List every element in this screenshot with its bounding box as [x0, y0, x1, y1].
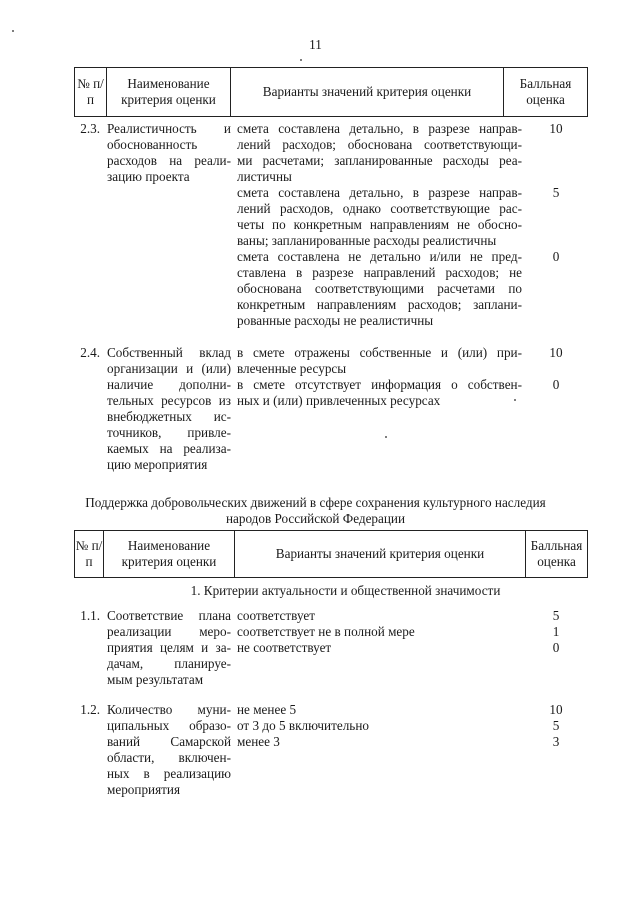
criterion-name: внебюджетных ис- — [107, 409, 231, 424]
header-score: Балльная оценка — [530, 538, 583, 569]
page-number: 11 — [309, 37, 322, 52]
variant-text: лений расходов; обоснована соответствующи- — [237, 137, 522, 152]
criterion-name: зацию проекта — [107, 169, 190, 184]
criterion-name: Собственный вклад — [107, 345, 231, 360]
variant-text: конкретным направлениям расходов; заплани- — [237, 297, 522, 312]
header-score: Балльная оценка — [519, 76, 572, 107]
header-variants: Варианты значений критерия оценки — [235, 531, 526, 577]
variant-text: ставлена в разрезе направлений расходов; не — [237, 265, 522, 280]
variant-text: соответствует — [237, 608, 315, 623]
score-value: 3 — [552, 734, 560, 749]
row-number: 2.4. — [80, 345, 100, 360]
row-number: 1.1. — [80, 608, 100, 623]
scan-speck — [300, 59, 302, 61]
criterion-name: каемых на реализа- — [107, 441, 231, 456]
variant-text: в смете отсутствует информация о собствен- — [237, 377, 522, 392]
variant-text: от 3 до 5 включительно — [237, 718, 369, 733]
section-title-line-1: Поддержка добровольческих движений в сфере сохранения культурного наследия — [85, 495, 546, 510]
criterion-name: цию мероприятия — [107, 457, 208, 472]
criterion-name: Реалистичность и — [107, 121, 231, 136]
scan-speck — [12, 30, 14, 32]
variant-text: смета составлена детально, в разрезе направ- — [237, 185, 522, 200]
criterion-name: обоснованность — [107, 137, 198, 152]
criterion-name: организации и (или) — [107, 361, 231, 376]
criterion-name: ципальных образо- — [107, 718, 231, 733]
variant-text: смета составлена детально, в разрезе направ- — [237, 121, 522, 136]
score-value: 10 — [549, 345, 563, 360]
score-value: 10 — [549, 702, 563, 717]
criterion-name: расходов на реали- — [107, 153, 231, 168]
criterion-name: ваний Самарской — [107, 734, 231, 749]
section-title-line-2: народов Российской Федерации — [225, 511, 406, 526]
header-num: № п/п — [75, 531, 104, 577]
score-value: 5 — [552, 185, 560, 200]
criterion-name: реализации меро- — [107, 624, 231, 639]
criterion-name: Количество муни- — [107, 702, 231, 717]
criterion-name: области, включен- — [107, 750, 231, 765]
variant-text: ваны; запланированные расходы реалистичны — [237, 233, 497, 248]
score-value: 5 — [552, 718, 560, 733]
variant-text: менее 3 — [237, 734, 280, 749]
criterion-name: точников, привле- — [107, 425, 231, 440]
header-variants: Варианты значений критерия оценки — [231, 68, 504, 116]
criterion-name: Соответствие плана — [107, 608, 231, 623]
criterion-name: приятия целям и за- — [107, 640, 231, 655]
variant-text: обоснована соответствующими расчетами по — [237, 281, 522, 296]
header-name: Наименование критерия оценки — [107, 68, 231, 116]
score-value: 5 — [552, 608, 560, 623]
variant-text: в смете отражены собственные и (или) при- — [237, 345, 522, 360]
criterion-name: наличие дополни- — [107, 377, 231, 392]
variant-text: ных и (или) привлеченных ресурсах — [237, 393, 441, 408]
row-number: 1.2. — [80, 702, 100, 717]
variant-text: лений расходов, однако соответствующие рас- — [237, 201, 522, 216]
header-num: № п/п — [75, 68, 107, 116]
criterion-name: ных в реализацию — [107, 766, 231, 781]
score-value: 0 — [552, 640, 560, 655]
variant-text: соответствует не в полной мере — [237, 624, 415, 639]
variant-text: листичны — [237, 169, 292, 184]
variant-text: ми расчетами; запланированные расходы реа- — [237, 153, 522, 168]
variant-text: четы по конкретным направлениям не обосно- — [237, 217, 522, 232]
group-title: 1. Критерии актуальности и общественной значимости — [190, 583, 501, 598]
score-value: 0 — [552, 249, 560, 264]
variant-text: влеченные ресурсы — [237, 361, 347, 376]
score-value: 10 — [549, 121, 563, 136]
criterion-name: мым результатам — [107, 672, 204, 687]
table1-header — [74, 67, 588, 117]
score-value: 1 — [552, 624, 560, 639]
criterion-name: мероприятия — [107, 782, 181, 797]
criterion-name: тельных ресурсов из — [107, 393, 231, 408]
variant-text: рованные расходы не реалистичны — [237, 313, 434, 328]
variant-text: не соответствует — [237, 640, 332, 655]
criterion-name: дачам, планируе- — [107, 656, 231, 671]
variant-text: не менее 5 — [237, 702, 297, 717]
header-name: Наименование критерия оценки — [104, 531, 235, 577]
score-value: 0 — [552, 377, 560, 392]
scan-speck — [385, 436, 387, 438]
table2-header — [74, 530, 588, 578]
row-number: 2.3. — [80, 121, 100, 136]
scan-speck — [514, 399, 516, 401]
variant-text: смета составлена не детально и/или не пред- — [237, 249, 522, 264]
